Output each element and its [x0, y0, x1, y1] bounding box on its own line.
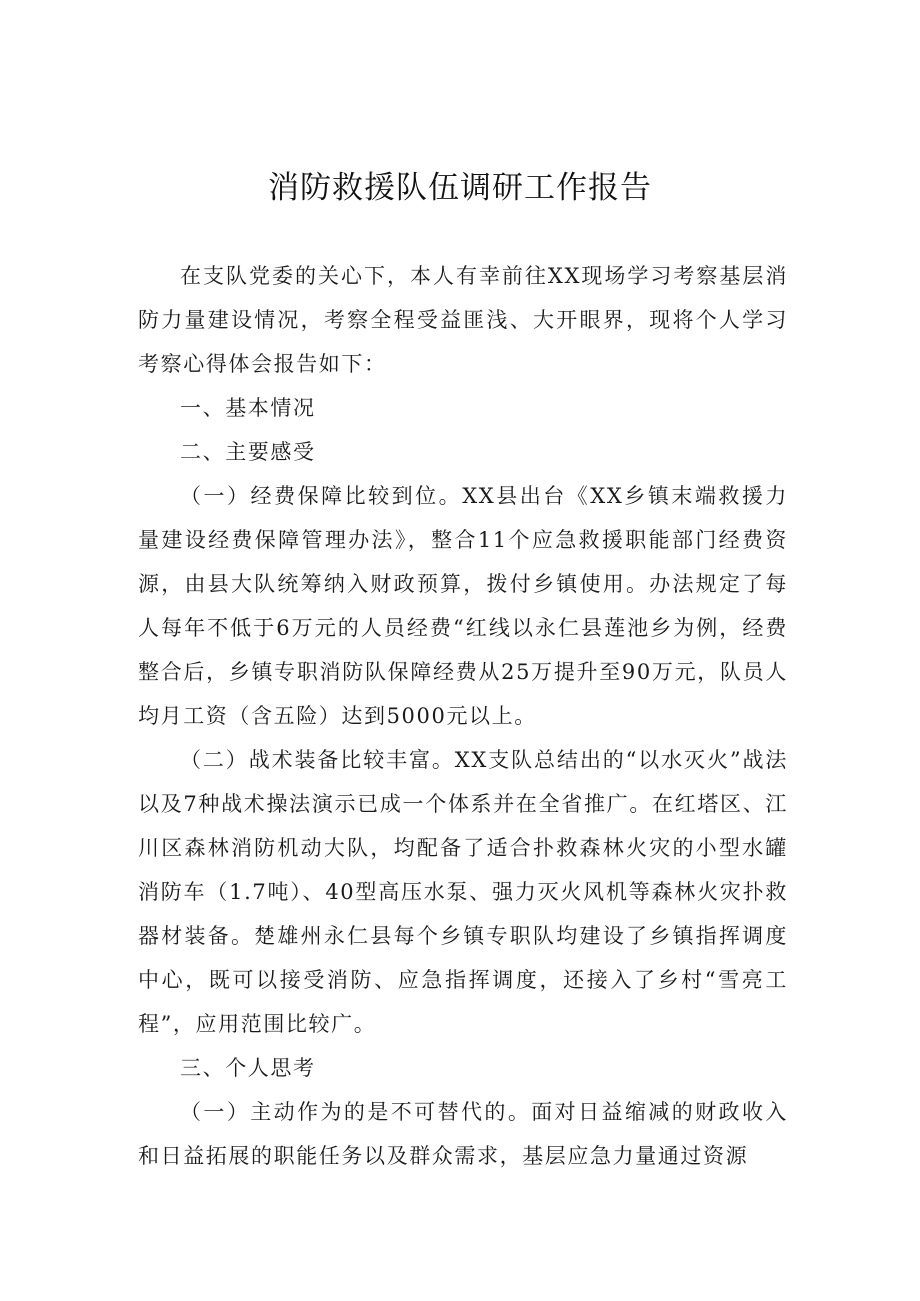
section-heading-impressions: 二、主要感受	[180, 440, 316, 464]
paragraph-initiative: （一）主动作为的是不可替代的。面对日益缩减的财政收入和日益拓展的职能任务以及群众需求，基层应急力量通过资源	[138, 1100, 788, 1168]
document-title: 消防救援队伍调研工作报告	[268, 170, 652, 206]
paragraph-equipment: （二）战术装备比较丰富。XX支队总结出的“以水灭火”战法以及7种战术操法演示已成一个体系并在全省推广。在红塔区、江川区森林消防机动大队，均配备了适合扑救森林火灾的小型水罐消防车（1.7吨）、40型高压水泵、强力灭火风机等森林火灾扑救器材装备。楚雄州永仁县每个乡镇专职队均建设了乡镇指挥调度中心，既可以接受消防、应急指挥调度，还接入了乡村“雪亮工程”，应用范围比较广。	[138, 748, 788, 1036]
section-heading-reflections: 三、个人思考	[180, 1056, 316, 1080]
intro-paragraph: 在支队党委的关心下，本人有幸前往XX现场学习考察基层消防力量建设情况，考察全程受益匪浅、大开眼界，现将个人学习考察心得体会报告如下：	[138, 264, 788, 376]
section-heading-basic: 一、基本情况	[180, 396, 316, 420]
document-body	[138, 254, 788, 1178]
paragraph-funding: （一）经费保障比较到位。XX县出台《XX乡镇末端救援力量建设经费保障管理办法》，整合11个应急救援职能部门经费资源，由县大队统筹纳入财政预算，拨付乡镇使用。办法规定了每人每年不低于6万元的人员经费“红线以永仁县莲池乡为例，经费整合后，乡镇专职消防队保障经费从25万提升至90万元，队员人均月工资（含五险）达到5000元以上。	[138, 484, 788, 728]
